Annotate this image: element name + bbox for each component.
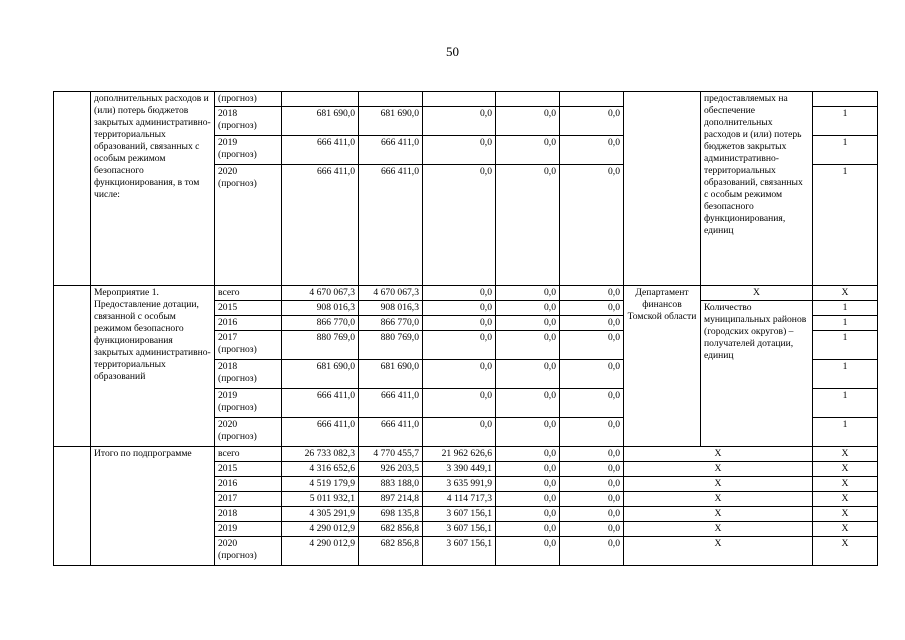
indicator-value-cell: 1 [813, 360, 878, 389]
extra-budget-cell: 0,0 [560, 492, 624, 507]
indicator-value-cell: 1 [813, 165, 878, 286]
indicator-cell: Количество муниципальных районов (городских округов) – получателей дотации, единиц [701, 301, 813, 447]
local-cell: 0,0 [496, 286, 560, 301]
regional-cell: 0,0 [423, 107, 496, 136]
regional-cell: 3 607 156,1 [423, 522, 496, 537]
indicator-value-cell [813, 92, 878, 107]
year-cell: 2019 [215, 522, 282, 537]
federal-cell: 682 856,8 [359, 522, 423, 537]
total-cell: 666 411,0 [282, 165, 359, 286]
federal-cell: 698 135,8 [359, 507, 423, 522]
total-cell: 4 290 012,9 [282, 522, 359, 537]
federal-cell: 866 770,0 [359, 316, 423, 331]
local-cell: 0,0 [496, 462, 560, 477]
total-cell: 666 411,0 [282, 418, 359, 447]
local-cell: 0,0 [496, 492, 560, 507]
extra-budget-cell: 0,0 [560, 477, 624, 492]
local-cell: 0,0 [496, 418, 560, 447]
total-cell: 880 769,0 [282, 331, 359, 360]
year-cell: 2015 [215, 462, 282, 477]
federal-cell: 926 203,5 [359, 462, 423, 477]
table-row [54, 286, 878, 301]
local-cell: 0,0 [496, 165, 560, 286]
year-cell: (прогноз) [215, 92, 282, 107]
local-cell: 0,0 [496, 447, 560, 462]
extra-budget-cell: 0,0 [560, 447, 624, 462]
executor-indicator-x-cell: Х [624, 492, 813, 507]
indicator-value-cell: Х [813, 286, 878, 301]
total-cell: 4 519 179,9 [282, 477, 359, 492]
regional-cell: 0,0 [423, 301, 496, 316]
indicator-value-cell: Х [813, 462, 878, 477]
table-row [54, 92, 878, 107]
local-cell: 0,0 [496, 301, 560, 316]
year-cell: 2020 (прогноз) [215, 165, 282, 286]
executor-indicator-x-cell: Х [624, 522, 813, 537]
indicator-value-cell: 1 [813, 418, 878, 447]
total-cell: 666 411,0 [282, 389, 359, 418]
federal-cell: 666 411,0 [359, 136, 423, 165]
federal-cell: 666 411,0 [359, 418, 423, 447]
year-cell: всего [215, 447, 282, 462]
indicator-value-cell: Х [813, 477, 878, 492]
executor-cell: Департамент финансов Томской области [624, 286, 701, 447]
extra-budget-cell [560, 92, 624, 107]
federal-cell: 908 016,3 [359, 301, 423, 316]
local-cell: 0,0 [496, 537, 560, 566]
year-cell: 2016 [215, 316, 282, 331]
extra-budget-cell: 0,0 [560, 522, 624, 537]
indicator-value-cell: Х [813, 492, 878, 507]
regional-cell: 0,0 [423, 165, 496, 286]
local-cell: 0,0 [496, 331, 560, 360]
local-cell: 0,0 [496, 107, 560, 136]
extra-budget-cell: 0,0 [560, 507, 624, 522]
indicator-cell: предоставляемых на обеспечение дополнительных расходов и (или) потерь бюджетов закрытых административно-территориальных образований, связанных с особым режимом безопасного функционирования, единиц [701, 92, 813, 286]
local-cell: 0,0 [496, 360, 560, 389]
extra-budget-cell: 0,0 [560, 165, 624, 286]
year-cell: 2018 (прогноз) [215, 107, 282, 136]
extra-budget-cell: 0,0 [560, 389, 624, 418]
total-cell: 681 690,0 [282, 360, 359, 389]
row-index-cell [54, 92, 91, 286]
extra-budget-cell: 0,0 [560, 418, 624, 447]
indicator-value-cell: 1 [813, 389, 878, 418]
subprogram-table [53, 91, 878, 566]
regional-cell: 3 635 991,9 [423, 477, 496, 492]
year-cell: 2020 (прогноз) [215, 418, 282, 447]
federal-cell [359, 92, 423, 107]
extra-budget-cell: 0,0 [560, 537, 624, 566]
local-cell: 0,0 [496, 522, 560, 537]
item-name-cell: дополнительных расходов и (или) потерь бюджетов закрытых административно-территориальных образований, связанных с особым режимом безопасного функционирования, в том числе: [91, 92, 215, 286]
regional-cell: 0,0 [423, 316, 496, 331]
indicator-value-cell: Х [813, 507, 878, 522]
indicator-value-cell: 1 [813, 316, 878, 331]
year-cell: 2018 (прогноз) [215, 360, 282, 389]
federal-cell: 4 770 455,7 [359, 447, 423, 462]
extra-budget-cell: 0,0 [560, 107, 624, 136]
local-cell: 0,0 [496, 477, 560, 492]
total-cell: 4 290 012,9 [282, 537, 359, 566]
total-cell: 4 305 291,9 [282, 507, 359, 522]
executor-cell [624, 92, 701, 286]
extra-budget-cell: 0,0 [560, 462, 624, 477]
extra-budget-cell: 0,0 [560, 136, 624, 165]
executor-indicator-x-cell: Х [624, 447, 813, 462]
federal-cell: 681 690,0 [359, 107, 423, 136]
local-cell: 0,0 [496, 389, 560, 418]
year-cell: 2017 [215, 492, 282, 507]
regional-cell [423, 92, 496, 107]
regional-cell: 3 607 156,1 [423, 507, 496, 522]
indicator-value-cell: 1 [813, 136, 878, 165]
regional-cell: 0,0 [423, 418, 496, 447]
executor-indicator-x-cell: Х [624, 507, 813, 522]
row-index-cell [54, 447, 91, 566]
extra-budget-cell: 0,0 [560, 360, 624, 389]
executor-indicator-x-cell: Х [624, 537, 813, 566]
federal-cell: 883 188,0 [359, 477, 423, 492]
total-cell: 666 411,0 [282, 136, 359, 165]
indicator-value-cell: Х [813, 522, 878, 537]
executor-indicator-x-cell: Х [624, 462, 813, 477]
regional-cell: 4 114 717,3 [423, 492, 496, 507]
page-number: 50 [446, 44, 459, 59]
year-cell: 2015 [215, 301, 282, 316]
extra-budget-cell: 0,0 [560, 316, 624, 331]
total-cell: 681 690,0 [282, 107, 359, 136]
regional-cell: 0,0 [423, 331, 496, 360]
indicator-value-cell: 1 [813, 301, 878, 316]
item-name-cell: Мероприятие 1. Предоставление дотации, связанной с особым режимом безопасного функционирования закрытых административно-территориальных образований [91, 286, 215, 447]
indicator-value-cell: 1 [813, 107, 878, 136]
extra-budget-cell: 0,0 [560, 331, 624, 360]
year-cell: 2019 (прогноз) [215, 389, 282, 418]
total-cell: 4 316 652,6 [282, 462, 359, 477]
federal-cell: 682 856,8 [359, 537, 423, 566]
year-cell: 2017 (прогноз) [215, 331, 282, 360]
local-cell [496, 92, 560, 107]
federal-cell: 880 769,0 [359, 331, 423, 360]
executor-indicator-x-cell: Х [624, 477, 813, 492]
federal-cell: 666 411,0 [359, 165, 423, 286]
year-cell: 2016 [215, 477, 282, 492]
local-cell: 0,0 [496, 316, 560, 331]
year-cell: 2019 (прогноз) [215, 136, 282, 165]
indicator-value-cell: Х [813, 447, 878, 462]
indicator-value-cell: Х [813, 537, 878, 566]
regional-cell: 0,0 [423, 136, 496, 165]
total-cell: 866 770,0 [282, 316, 359, 331]
local-cell: 0,0 [496, 507, 560, 522]
total-cell: 26 733 082,3 [282, 447, 359, 462]
federal-cell: 666 411,0 [359, 389, 423, 418]
total-cell: 5 011 932,1 [282, 492, 359, 507]
year-cell: 2020 (прогноз) [215, 537, 282, 566]
regional-cell: 0,0 [423, 389, 496, 418]
total-cell: 4 670 067,3 [282, 286, 359, 301]
federal-cell: 4 670 067,3 [359, 286, 423, 301]
regional-cell: 0,0 [423, 286, 496, 301]
federal-cell: 897 214,8 [359, 492, 423, 507]
total-cell [282, 92, 359, 107]
total-cell: 908 016,3 [282, 301, 359, 316]
year-cell: 2018 [215, 507, 282, 522]
indicator-value-cell: 1 [813, 331, 878, 360]
row-index-cell [54, 286, 91, 447]
extra-budget-cell: 0,0 [560, 301, 624, 316]
regional-cell: 21 962 626,6 [423, 447, 496, 462]
year-cell: всего [215, 286, 282, 301]
regional-cell: 3 390 449,1 [423, 462, 496, 477]
indicator-x-cell: Х [701, 286, 813, 301]
federal-cell: 681 690,0 [359, 360, 423, 389]
extra-budget-cell: 0,0 [560, 286, 624, 301]
table-row [54, 447, 878, 462]
table-body [54, 92, 878, 566]
regional-cell: 3 607 156,1 [423, 537, 496, 566]
local-cell: 0,0 [496, 136, 560, 165]
item-name-cell: Итого по подпрограмме [91, 447, 215, 566]
regional-cell: 0,0 [423, 360, 496, 389]
